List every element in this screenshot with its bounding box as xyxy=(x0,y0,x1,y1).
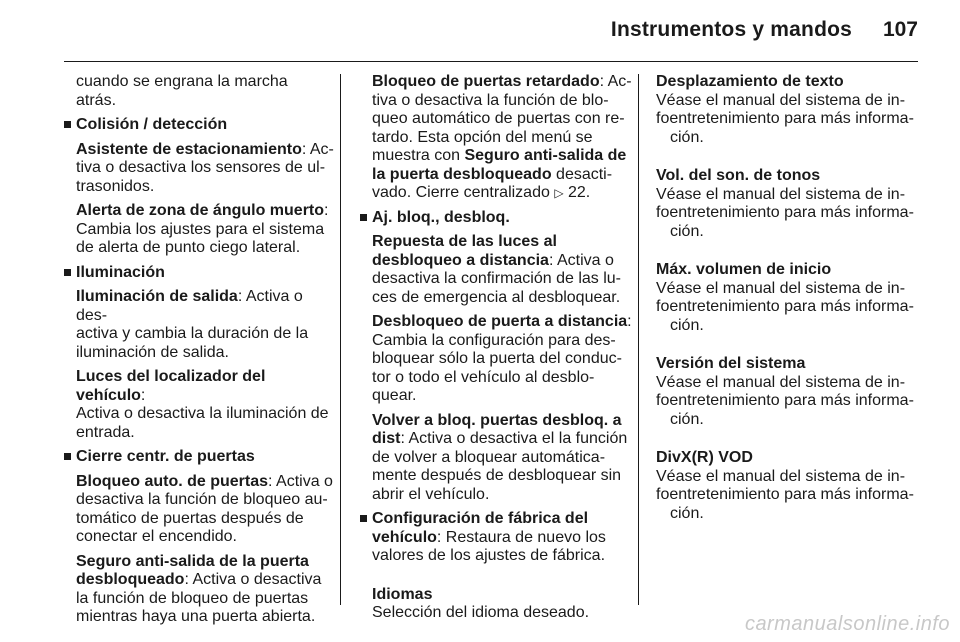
languages-heading: Idiomas xyxy=(372,585,433,603)
header-rule xyxy=(64,61,918,62)
text-line: Activa o desactiva la iluminación de xyxy=(76,405,329,422)
text-line: iluminación de salida. xyxy=(76,343,229,361)
delayed-lock-item: Bloqueo de puertas retardado: Ac- xyxy=(372,73,632,90)
text-line: ción. xyxy=(670,128,704,146)
bullet-square-icon xyxy=(64,453,71,460)
text-line: tomático de puertas después de xyxy=(76,509,304,527)
text-line: foentretenimiento para más informa- xyxy=(656,110,914,127)
text-line: Véase el manual del sistema de in- xyxy=(656,467,906,485)
page-number: 107 xyxy=(882,18,918,41)
text-line: Cambia los ajustes para el sistema xyxy=(76,220,325,238)
bullet-square-icon xyxy=(64,121,71,128)
text-line: Cambia la configuración para des- xyxy=(372,331,616,349)
exit-lighting-item: Iluminación de salida: Activa o des- xyxy=(76,288,303,324)
collision-heading: Colisión / detección xyxy=(76,116,338,135)
factory-settings-heading: Configuración de fábrica del xyxy=(372,510,634,529)
text-line: ces de emergencia al desbloquear. xyxy=(372,288,621,306)
text-line: activa y cambia la duración de la xyxy=(76,325,309,342)
text-line: desactiva la función de bloqueo au- xyxy=(76,491,328,508)
safe-exit-term: Seguro anti-salida de la puerta xyxy=(76,552,309,570)
bullet-square-icon xyxy=(360,515,367,522)
text-line: conectar el encendido. xyxy=(76,528,237,545)
text-line: tor o todo el vehículo al desblo- xyxy=(372,368,595,386)
intro-line: atrás. xyxy=(76,91,117,109)
divx-vod-heading: DivX(R) VOD xyxy=(656,449,753,466)
system-version-heading: Versión del sistema xyxy=(656,355,806,372)
text-line: ción. xyxy=(670,504,704,522)
text-line: Véase el manual del sistema de in- xyxy=(656,185,906,203)
bullet-square-icon xyxy=(360,214,367,221)
light-response-item: desbloqueo a distancia: Activa o xyxy=(372,251,614,269)
text-line: trasonidos. xyxy=(76,177,155,195)
text-line: vado. Cierre centralizado ▷ 22. xyxy=(372,184,591,201)
remote-unlock-item: Desbloqueo de puerta a distancia: xyxy=(372,313,632,330)
page-reference-icon: ▷ xyxy=(554,186,564,200)
lock-unlock-heading: Aj. bloq., desbloq. xyxy=(372,209,634,228)
text-line: Véase el manual del sistema de in- xyxy=(656,91,906,109)
relock-item: dist: Activa o desactiva el la función xyxy=(372,430,628,447)
section-title: Instrumentos y mandos xyxy=(610,18,852,41)
text-line: de alerta de punto ciego lateral. xyxy=(76,239,301,256)
text-line: ción. xyxy=(670,316,704,334)
text-line: muestra con Seguro anti-salida de xyxy=(372,147,627,164)
text-line: foentretenimiento para más informa- xyxy=(656,486,914,503)
column-2 xyxy=(372,73,634,623)
text-line: tiva o desactiva la función de blo- xyxy=(372,91,609,109)
text-line: desactiva la confirmación de las lu- xyxy=(372,270,622,287)
auto-lock-item: Bloqueo auto. de puertas: Activa o xyxy=(76,472,333,490)
text-line: tiva o desactiva los sensores de ul- xyxy=(76,159,326,176)
locator-lights-item: Luces del localizador del vehículo: xyxy=(76,368,266,404)
text-scroll-heading: Desplazamiento de texto xyxy=(656,73,844,90)
text-line: tardo. Esta opción del menú se xyxy=(372,128,593,146)
text-line: foentretenimiento para más informa- xyxy=(656,298,914,315)
text-line: de volver a bloquear automática- xyxy=(372,448,606,466)
page-header xyxy=(0,0,960,60)
text-line: ción. xyxy=(670,410,704,428)
bullet-square-icon xyxy=(64,269,71,276)
text-line: abrir el vehículo. xyxy=(372,485,490,503)
intro-line: cuando se engrana la marcha xyxy=(76,73,288,90)
lighting-heading: Iluminación xyxy=(76,264,338,283)
parking-assist-item: Asistente de estacionamiento: Ac- xyxy=(76,140,334,158)
safe-exit-item: desbloqueado: Activa o desactiva xyxy=(76,571,322,588)
door-lock-heading: Cierre centr. de puertas xyxy=(76,448,338,467)
column-divider-left xyxy=(340,74,341,605)
text-line: queo automático de puertas con re- xyxy=(372,110,625,127)
watermark: carmanualsonline.info xyxy=(744,613,950,635)
text-line: mente después de desbloquear sin xyxy=(372,467,622,484)
column-1 xyxy=(76,73,338,627)
relock-term: Volver a bloq. puertas desbloq. a xyxy=(372,411,622,429)
text-line: la puerta desbloqueado desacti- xyxy=(372,165,613,183)
text-line: ción. xyxy=(670,222,704,240)
tone-volume-heading: Vol. del son. de tonos xyxy=(656,167,821,184)
max-startup-volume-heading: Máx. volumen de inicio xyxy=(656,261,832,278)
text-line: Véase el manual del sistema de in- xyxy=(656,373,906,391)
column-divider-right xyxy=(638,74,639,605)
blind-spot-item: Alerta de zona de ángulo muerto: xyxy=(76,202,329,219)
text-line: valores de los ajustes de fábrica. xyxy=(372,547,606,564)
text-line: foentretenimiento para más informa- xyxy=(656,392,914,409)
text-line: mientras haya una puerta abierta. xyxy=(76,608,316,625)
text-line: la función de bloqueo de puertas xyxy=(76,589,309,607)
text-line: foentretenimiento para más informa- xyxy=(656,204,914,221)
text-line: quear. xyxy=(372,387,417,404)
languages-text: Selección del idioma deseado. xyxy=(372,604,590,621)
factory-settings-item: vehículo: Restaura de nuevo los xyxy=(372,528,606,546)
text-line: bloquear sólo la puerta del conduc- xyxy=(372,350,622,367)
text-line: Véase el manual del sistema de in- xyxy=(656,279,906,297)
text-line: entrada. xyxy=(76,423,135,441)
column-3 xyxy=(656,73,926,523)
light-response-term: Repuesta de las luces al xyxy=(372,233,557,250)
